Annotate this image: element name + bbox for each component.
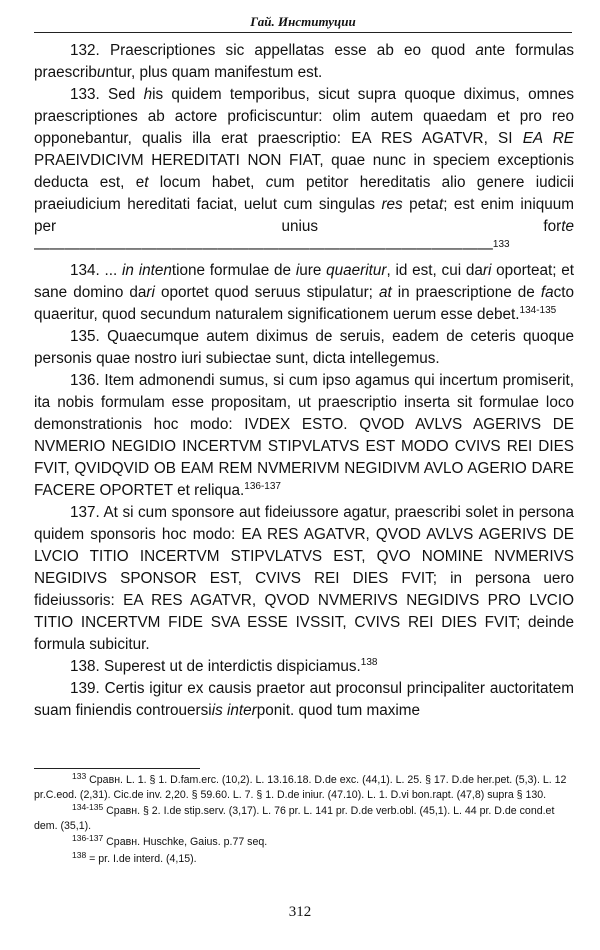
paragraph — [34, 326, 574, 370]
text-run: ure — [299, 262, 327, 279]
footnote-ref: 138 — [360, 657, 378, 668]
italic-text: c — [265, 174, 274, 191]
text-run: peta — [402, 196, 439, 213]
text-run: 133. Sed — [70, 86, 144, 103]
italic-text: is — [211, 702, 223, 719]
italic-text: ri — [146, 284, 155, 301]
text-run: oporteat; et sane domino da — [34, 262, 575, 301]
italic-text: res — [381, 196, 403, 213]
italic-text: a — [475, 42, 484, 59]
text-run: um petitor hereditatis alio genere iudicii praeiudicium hereditati faciat, uelut cum singulas — [34, 174, 574, 213]
paragraph — [34, 40, 574, 84]
text-run: ; est enim iniquum per unius for — [34, 196, 574, 235]
text-run: , id est, cui da — [386, 262, 483, 279]
paragraph — [34, 502, 574, 656]
italic-text: t — [144, 174, 149, 191]
running-header — [34, 12, 572, 33]
italic-text: t — [438, 196, 444, 213]
italic-text: ri — [482, 262, 492, 279]
text-run: 134. ... — [70, 262, 123, 279]
text-run: 132. Praescriptiones sic appellatas esse ab eo quod — [70, 42, 476, 59]
footnote — [34, 804, 574, 833]
italic-text: i — [295, 262, 300, 279]
text-run: 138. Superest ut de interdictis dispiciamus. — [70, 658, 361, 675]
text-run: ntur, plus quam manifestum est. — [105, 64, 323, 81]
italic-text: at — [378, 284, 392, 301]
footnote-mark: 136-137 — [72, 833, 104, 844]
text-run: ponit. quod tum maxime — [256, 702, 421, 719]
page-number: 312 — [288, 904, 312, 920]
text-run: tione formulae de — [171, 262, 296, 279]
paragraph — [34, 678, 574, 722]
text-run: locum habet, — [148, 174, 266, 191]
text-run: nte formulas praescrib — [34, 42, 574, 81]
italic-text: quaeritur — [326, 262, 387, 279]
text-run: 137. At si cum sponsore aut fideiussore agatur, praescribi solet in persona quidem sponsoris hoc modo: EA RES AGATVR, QVOD AVLVS AGERIVS DE LVCIO TITIO INCERTVM STIPVLATVS EST, QVO NOMINE NVMERIVS NEGIDIVS SPONSOR EST, CVIVS REI DIES FVIT; in persona uero fideiussoris: EA RES AGATVR, QVOD NVMERIVS NEGIDIVS PRO LVCIO TITIO INCERTVM FIDE SVA ESSE IVSSIT, CVIVS REI DIES FVIT; deinde formula subicitur. — [34, 504, 574, 653]
text-run: PRAEIVDICIVM HEREDITATI NON FIAT, quae nunc in speciem exceptionis deducta est, e — [34, 152, 574, 191]
italic-text: in inten — [122, 262, 172, 279]
footnote — [34, 773, 574, 802]
footnote-mark: 134-135 — [72, 802, 104, 813]
text-run: is quidem temporibus, sicut supra quoque diximus, omnes praescriptiones ab actore proficiscuntur: olim autem quaedam et pro reo opponebantur, qualis illa erat praescriptio: EA RES AGATVR, SI — [34, 86, 574, 147]
paragraph — [34, 370, 574, 502]
footnote-text: = pr. I.de interd. (4,15). — [89, 852, 197, 865]
text-run: 135. Quaecumque autem diximus de seruis, eadem de ceteris quoque personis quae nostro iuri subiectae sunt, dicta intellegemus. — [34, 328, 574, 367]
footnote — [34, 835, 574, 850]
footnote-mark: 138 — [72, 849, 87, 860]
text-run: 136. Item admonendi sumus, si cum ipso agamus qui incertum promiserit, ita nobis formulam esse propositam, ut praescriptio inserta sit formulae loco demonstrationis hoc modo: IVDEX ESTO. QVOD AVLVS AGERIVS DE NVMERIO NEGIDIO INCERTVM STIPVLATVS EST MODO CVIVS REI DIES FVIT, QVIDQVID OB EAM REM NVMERIVM NEGIDIVM AVLO AGERIO DARE FACERE OPORTET et reliqua. — [34, 372, 574, 499]
italic-text: inter — [227, 702, 257, 719]
header-title: Гай. Институции — [250, 14, 356, 29]
footnote — [34, 849, 574, 867]
italic-text: fa — [540, 284, 554, 301]
footnote-mark: 133 — [72, 771, 87, 781]
footnote-ref: 136-137 — [244, 481, 281, 492]
italic-text: te — [561, 218, 574, 235]
italic-text: EA RE — [522, 130, 575, 147]
footnote-divider — [34, 768, 200, 769]
text-run: oportet quod seruus stipulatur; — [154, 284, 379, 301]
footnote-text: Сравн. § 2. I.de stip.serv. (3,17). L. 76 pr. L. 141 pr. D.de verb.obl. (45,1). L. 44 pr. D.de cond.et dem. (35,1). — [34, 805, 555, 832]
footnotes — [34, 773, 574, 869]
italic-text: h — [143, 86, 153, 103]
footnote-text: Сравн. L. 1. § 1. D.fam.erc. (10,2). L. 13.16.18. D.de exc. (44,1). L. 25. § 17. D.de her.pet. (5,3). L. 12 pr.C.eod. (2,31). Cic.de inv. 2,20. § 59.60. L. 7. § 1. D.de iniur. (47.10). L. 1. D.vi bon.rapt. (47,8) supra § 130. — [34, 774, 567, 801]
main-text — [34, 40, 574, 722]
paragraph — [34, 656, 574, 678]
text-run: cto quaeritur, quod secundum naturalem significationem uerum esse debet. — [34, 284, 575, 323]
footnote-text: Сравн. Huschke, Gaius. p.77 seq. — [106, 836, 268, 849]
footnote-ref: 133 — [492, 239, 510, 250]
paragraph — [34, 260, 574, 326]
footnote-ref: 134-135 — [519, 305, 557, 316]
text-run: —————————————————————————————— — [34, 240, 493, 257]
italic-text: u — [96, 64, 106, 81]
text-run: in praescriptione de — [391, 284, 541, 301]
text-run: 139. Certis igitur ex causis praetor aut proconsul principaliter auctoritatem suam finiendis controuersi — [34, 680, 574, 719]
paragraph — [34, 84, 574, 260]
